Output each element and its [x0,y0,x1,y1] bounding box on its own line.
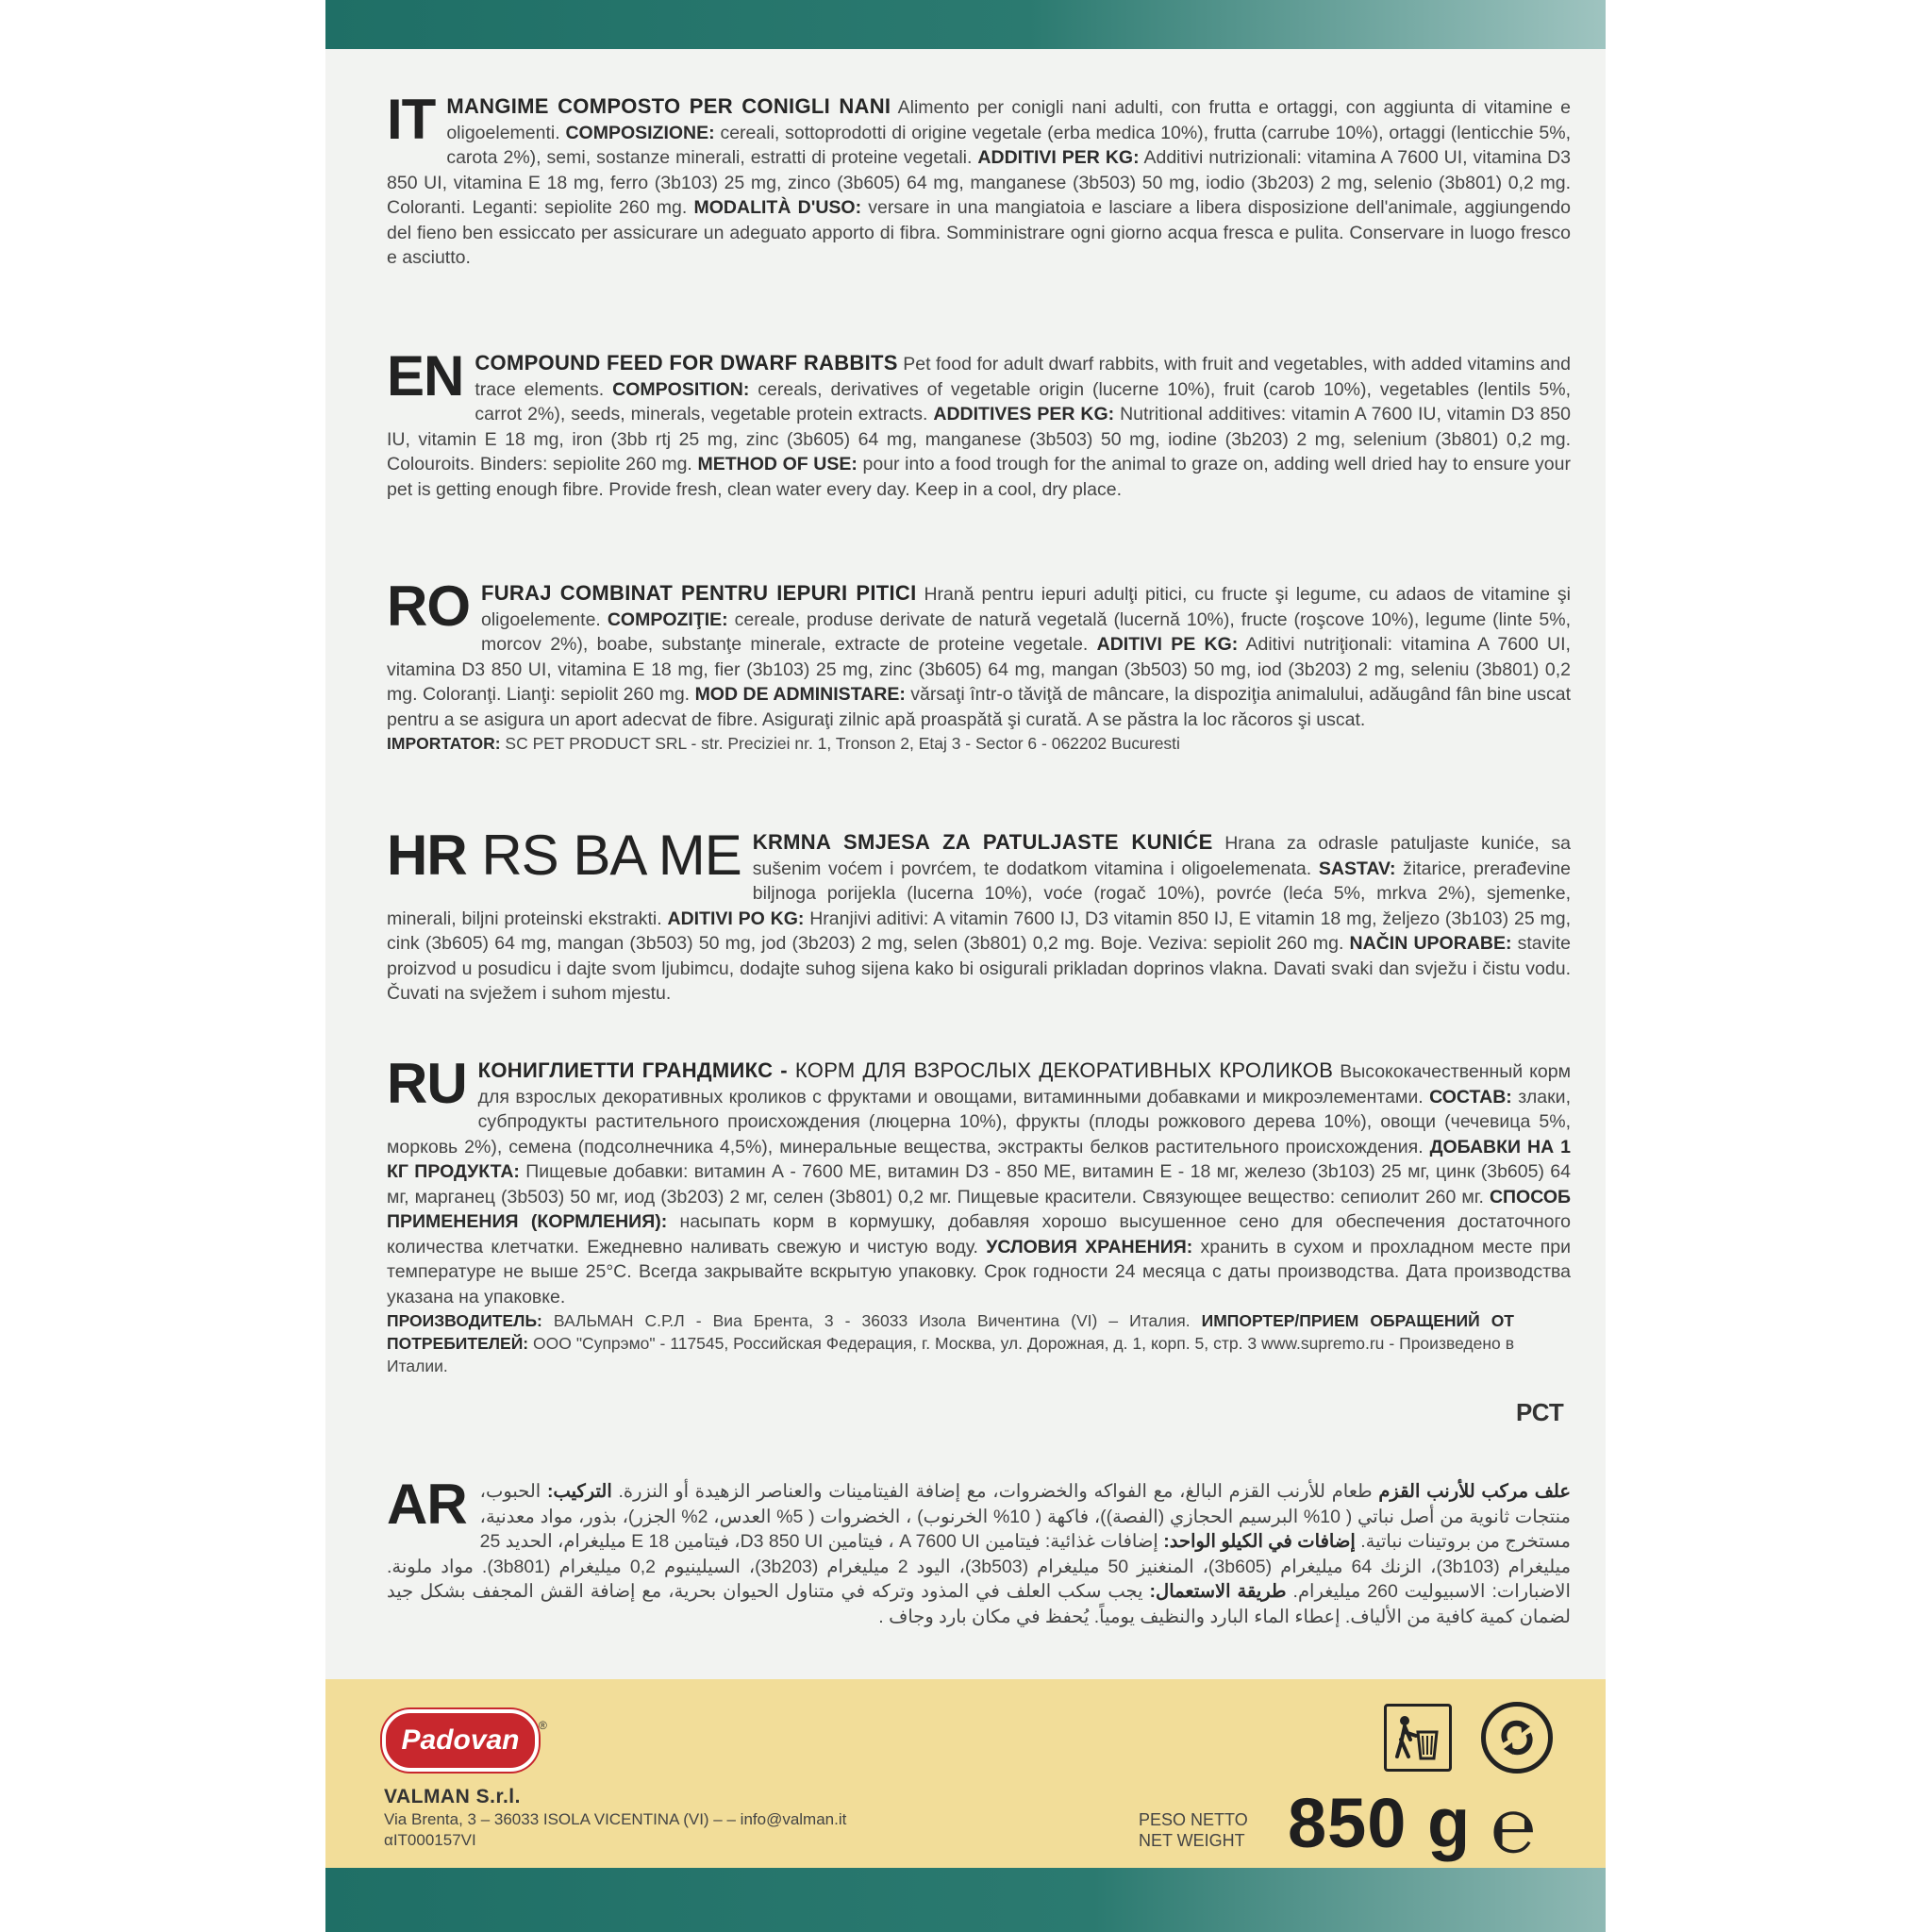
lang-code-ro: RO [387,575,470,638]
title-ar: علف مركب للأرنب القزم [1378,1481,1571,1502]
section-ar: AR علف مركب للأرنب القزم طعام للأرنب القزم البالغ، مع الفواكه والخضروات، مع إضافة الفيتامينات والعناصر الزهيدة أو النزرة. التركيب: الحبوب، منتجات ثانوية من أصل نباتي ( 10% البرسيم الحجازي (الفصة))، فاكهة ( 10% الخرنوب) ، الخضروات ( 5% العدس، 2% الجزر)، بذور، مواد معدنية، مستخرج من بروتينات نباتية. إضافات في الكيلو الواحد: إضافات غذائية: فيتامين A 7600 UI ، فيتامين D3 850 UI، فيتامين E 18 ميليغرام، الحديد 25 ميليغرام (3b103)، الزنك 64 ميليغرام (3b605)، المنغنيز 50 ميليغرام (3b503)، اليود 2 ميليغرام (3b203)، السيلينيوم 0,2 ميليغرام (3b801). مواد ملونة. الاضبارات: الاسبيوليت 260 ميليغرام. طريقة الاستعمال: يجب سكب العلف في المذود وتركه في متناول الحيوان بحرية، مع إضافة القش المجفف بشكل جيد لضمان كمية كافية من الألياف. إعطاء الماء البارد والنظيف يومياً. يُحفظ في مكان بارد وجاف . [387,1473,1572,1627]
top-teal-band [325,0,1606,49]
importer-ro: IMPORTATOR: SC PET PRODUCT SRL - str. Preciziei nr. 1, Tronson 2, Etaj 3 - Sector 6 - 062202 Bucuresti [387,734,1180,753]
lang-code-it: IT [387,88,436,151]
manufacturer-ru: ПРОИЗВОДИТЕЛЬ: ВАЛЬМАН С.Р.Л - Виа Брента, 3 - 36033 Изола Вичентина (VI) – Италия. ИМПОРТЕР/ПРИЕМ ОБРАЩЕНИЙ ОТ ПОТРЕБИТЕЛЕЙ: ООО "Супрэмо" - 117545, Российская Федерация, г. Москва, ул. Дорожная, д. 1, корп. 5, стр. 3 www.supremo.ru - Произведено в Италии. [387,1311,1514,1375]
recycle-arrows-icon-svg [1492,1713,1541,1762]
section-ro: RO FURAJ COMBINAT PENTRU IEPURI PITICI Hrană pentru iepuri adulţi pitici, cu fructe şi legume, cu adaos de vitamine şi oligoelemente. COMPOZIŢIE: cereale, produse derivate de natură vegetală (lucernă 10%), fructe (roşcove 10%), legume (linte 5%, morcov 2%), boabe, substanţe minerale, extracte de proteine vegetale. ADITIVI PE KG: Aditivi nutriţionali: vitamina A 7600 UI, vitamina D3 850 UI, vitamina E 18 mg, fier (3b103) 25 mg, zinc (3b605) 64 mg, mangan (3b503) 50 mg, iod (3b203) 2 mg, seleniu (3b801) 0,2 mg. Coloranţi. Lianţi: sepiolit 260 mg. MOD DE ADMINISTARE: vărsaţi într-o tăviţă de mâncare, la dispoziţia animalului, adăugând fân bine uscat pentru a se asigura un aport adecvat de fibre. Asiguraţi zilnic apă proaspătă şi curată. A se păstra la loc răcoros şi uscat. IMPORTATOR: SC PET PRODUCT SRL - str. Preciziei nr. 1, Tronson 2, Etaj 3 - Sector 6 - 062202 Bucuresti [387,575,1572,753]
lang-code-en: EN [387,344,464,408]
lang-code-ar: AR [387,1473,467,1536]
section-en: EN COMPOUND FEED FOR DWARF RABBITS Pet food for adult dwarf rabbits, with fruit and vegetables, with added vitamins and trace elements. COMPOSITION: cereals, derivatives of vegetable origin (lucerne 10%), fruit (carob 10%), vegetables (lentils 5%, carrot 2%), seeds, minerals, vegetable protein extracts. ADDITIVES PER KG: Nutritional additives: vitamin A 7600 IU, vitamin D3 850 IU, vitamin E 18 mg, iron (3bb rtj 25 mg, zinc (3b605) 64 mg, manganese (3b503) 50 mg, iodine (3b203) 2 mg, selenium (3b801) 0,2 mg. Colouroits. Binders: sepiolite 260 mg. METHOD OF USE: pour into a food trough for the animal to graze on, adding well dried hay to ensure your pet is getting enough fibre. Provide fresh, clean water every day. Keep in a cool, dry place. [387,344,1571,500]
title-ro: FURAJ COMBINAT PENTRU IEPURI PITICI [481,581,917,605]
recycle-arrows-icon [1481,1702,1553,1774]
padovan-logo: Padovan [382,1709,539,1772]
net-weight-label: PESO NETTO NET WEIGHT [1139,1810,1248,1850]
package-back [325,0,1606,1932]
bin-person-icon [1384,1704,1452,1772]
registered-mark: ® [539,1719,547,1732]
company-name: VALMAN S.r.l. [384,1786,521,1807]
section-it: IT MANGIME COMPOSTO PER CONIGLI NANI Alimento per conigli nani adulti, con frutta e ortaggi, con aggiunta di vitamine e oligoelementi. COMPOSIZIONE: cereali, sottoprodotti di origine vegetale (erba medica 10%), frutta (carrube 10%), ortaggi (lenticchie 5%, carota 2%), semi, sostanze minerali, estratti di proteine vegetali. ADDITIVI PER KG: Additivi nutrizionali: vitamina A 7600 UI, vitamina D3 850 UI, vitamina E 18 mg, ferro (3b103) 25 mg, zinco (3b605) 64 mg, manganese (3b503) 50 mg, iodio (3b203) 2 mg, selenio (3b801) 0,2 mg. Coloranti. Leganti: sepiolite 260 mg. MODALITÀ D'USO: versare in una mangiatoia e lasciare a libera disposizione dell'animale, aggiungendo del fieno ben essiccato per assicurare un adeguato apporto di fibra. Somministrare ogni giorno acqua fresca e pulita. Conservare in luogo fresco e asciutto. [387,88,1572,268]
section-ru: RU КОНИГЛИЕТТИ ГРАНДМИКС - КОРМ ДЛЯ ВЗРОСЛЫХ ДЕКОРАТИВНЫХ КРОЛИКОВ Высококачественный корм для взрослых декоративных кроликов с фруктами и овощами, витаминными добавками и микроэлементами. СОСТАВ: злаки, субпродукты растительного происхождения (люцерна 10%), фрукты (плоды рожкового дерева 10%), овощи (чечевица 5%, морковь 2%), семена (подсолнечника 4,5%), минеральные вещества, экстракты белков растительного происхождения. ДОБАВКИ НА 1 КГ ПРОДУКТА: Пищевые добавки: витамин А - 7600 МЕ, витамин D3 - 850 МЕ, витамин Е - 18 мг, железо (3b103) 25 мг, цинк (3b605) 64 мг, марганец (3b503) 50 мг, иод (3b203) 2 мг, селен (3b801) 0,2 мг. Пищевые красители. Связующее вещество: сепиолит 260 мг. СПОСОБ ПРИМЕНЕНИЯ (КОРМЛЕНИЯ): насыпать корм в кормушку, добавляя хорошо высушенное сено для обеспечения достаточного количества клетчатки. Ежедневно наливать свежую и чистую воду. УСЛОВИЯ ХРАНЕНИЯ: хранить в сухом и прохладном месте при температуре не выше 25°С. Всегда закрывайте вскрытую упаковку. Срок годности 24 месяца с даты производства. Дата производства указана на упаковке. ПРОИЗВОДИТЕЛЬ: ВАЛЬМАН С.Р.Л - Виа Брента, 3 - 36033 Изола Вичентина (VI) – Италия. ИМПОРТЕР/ПРИЕМ ОБРАЩЕНИЙ ОТ ПОТРЕБИТЕЛЕЙ: ООО "Супрэмо" - 117545, Российская Федерация, г. Москва, ул. Дорожная, д. 1, корп. 5, стр. 3 www.supremo.ru - Произведено в Италии. [387,1052,1571,1375]
net-weight-value: 850 g [1288,1784,1472,1862]
lang-code-hr: HR RS BA ME [387,824,741,887]
company-address: Via Brenta, 3 – 36033 ISOLA VICENTINA (VI) – – info@valman.it αIT000157VI [384,1810,847,1849]
lang-code-ru: RU [387,1052,467,1115]
pct-certification-icon: РСТ [1516,1398,1564,1426]
title-hr: KRMNA SMJESA ZA PATULJASTE KUNIĆE [752,830,1213,854]
estimated-sign-icon: ℮ [1491,1784,1537,1868]
section-hr: HR RS BA ME KRMNA SMJESA ZA PATULJASTE KUNIĆE Hrana za odrasle patuljaste kuniće, sa sušenim voćem i povrćem, te dodatkom vitamina i oligoelemenata. SASTAV: žitarice, prerađevine biljnoga porijekla (lucerna 10%), voće (rogač 10%), povrće (leća 5%, mrkva 2%), sjemenke, minerali, biljni proteinski ekstrakti. ADITIVI PO KG: Hranjivi aditivi: A vitamin 7600 IJ, D3 vitamin 850 IJ, E vitamin 18 mg, željezo (3b103) 25 mg, cink (3b605) 64 mg, mangan (3b503) 50 mg, jod (3b203) 2 mg, selen (3b801) 0,2 mg. Boje. Veziva: sepiolit 260 mg. NAČIN UPORABE: stavite proizvod u posudicu i dajte svom ljubimcu, dodajte suhog sijena kako bi osigurali prikladan doprinos vlakna. Davati svaki dan svježu i čistu vodu. Čuvati na svježem i suhom mjestu. [387,824,1571,1004]
bin-person-icon-svg [1391,1711,1444,1764]
title-it: MANGIME COMPOSTO PER CONIGLI NANI [446,94,891,118]
bottom-teal-band [325,1868,1606,1932]
title-ru: КОНИГЛИЕТТИ ГРАНДМИКС - КОРМ ДЛЯ ВЗРОСЛЫХ ДЕКОРАТИВНЫХ КРОЛИКОВ [477,1058,1334,1082]
title-en: COMPOUND FEED FOR DWARF RABBITS [475,351,898,375]
